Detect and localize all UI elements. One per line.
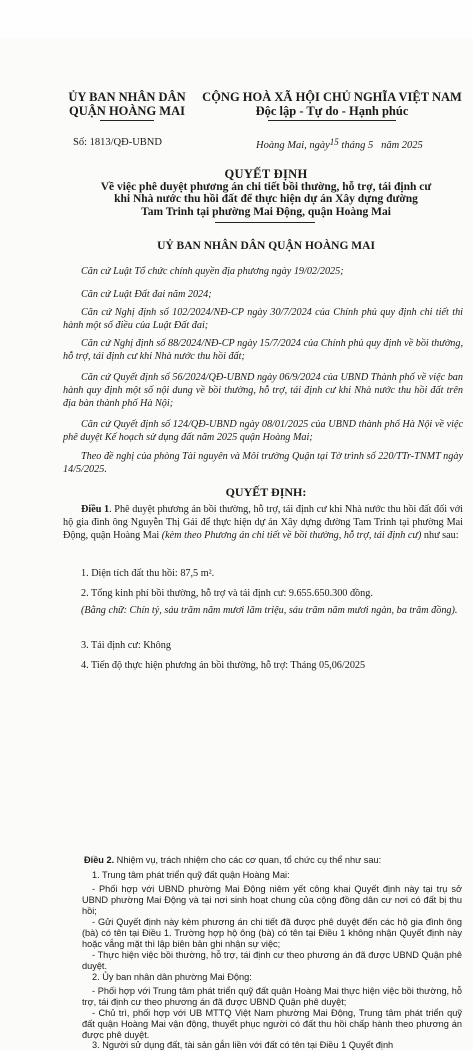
date-day: 15 xyxy=(329,137,339,147)
article-1-item-3: 3. Tái định cư: Không xyxy=(81,640,171,651)
title-main: QUYẾT ĐỊNH xyxy=(224,167,308,181)
motto-underline xyxy=(268,120,396,121)
article-2-p6: - Phối hợp với Trung tâm phát triển quỹ đất quận Hoàng Mai thực hiện việc bồi thường, hỗ trợ, tái định cư theo phương án đã được UBND Quận phê duyệt; xyxy=(82,986,462,1007)
date-prefix: Hoàng Mai, ngày xyxy=(256,140,330,151)
article-2-text: Nhiệm vụ, trách nhiệm cho các cơ quan, tổ chức cụ thể như sau: xyxy=(114,855,382,865)
article-2-p5: 2. Ủy ban nhân dân phường Mai Động: xyxy=(92,972,252,982)
document-header xyxy=(0,90,473,130)
article-1-item-4: 4. Tiến độ thực hiện phương án bồi thường, hỗ trợ: Tháng 05,06/2025 xyxy=(81,660,366,671)
authority-underline xyxy=(100,120,154,121)
decide-heading: QUYẾT ĐỊNH: xyxy=(225,485,307,499)
article-1-label: Điều 1 xyxy=(81,504,110,515)
article-1-italic: (kèm theo Phương án chi tiết về bồi thường, hỗ trợ, tái định cư) xyxy=(161,529,422,541)
article-1-tail: như sau: xyxy=(421,529,459,541)
basis-6: Căn cứ Quyết định số 124/QĐ-UBND ngày 08/01/2025 của UBND thành phố Hà Nội về việc phê duyệt Kế hoạch sử dụng đất năm 2025 quận Hoàng Mai; xyxy=(63,419,463,443)
document-number: Số: 1813/QĐ-UBND xyxy=(73,137,162,148)
top-bar xyxy=(0,0,473,38)
title-line3: Tam Trinh tại phường Mai Động, quận Hoàng Mai xyxy=(141,205,391,218)
date-month: 5 xyxy=(367,140,374,151)
article-1-text: . Phê duyệt phương án bồi thường, hỗ trợ, tái định cư khi Nhà nước thu hồi đất đối với hộ gia đình ông Nguyễn Thị Gái để thực hiện dự án Xây dựng đường Tam Trinh tại phường Mai Động, quận Hoàng Mai xyxy=(63,504,463,541)
motto-line2: Độc lập - Tự do - Hạnh phúc xyxy=(255,104,409,118)
basis-2: Căn cứ Luật Đất đai năm 2024; xyxy=(81,289,212,300)
document-title xyxy=(60,168,472,218)
date-month-prefix: tháng xyxy=(341,140,366,151)
article-2-p4: - Thực hiện việc bồi thường, hỗ trợ, tái định cư theo phương án đã được UBND Quận phê duyệt. xyxy=(82,950,462,971)
title-underline xyxy=(215,222,315,223)
issuing-authority xyxy=(62,90,192,118)
article-2-p7: - Chủ trì, phối hợp với UB MTTQ Việt Nam phường Mai Động, Trung tâm phát triển quỹ đất quận Hoàng Mai vận động, thuyết phục người có đất thu hồi chấp hành theo phương án được phê duyệt. xyxy=(82,1008,462,1040)
article-2-p8: 3. Người sử dụng đất, tài sản gắn liền với đất có tên tại Điều 1 Quyết định xyxy=(92,1040,394,1050)
document-date xyxy=(256,137,423,151)
article-1 xyxy=(63,504,463,542)
authority-line1: ỦY BAN NHÂN DÂN xyxy=(68,90,186,104)
article-2-p3: - Gửi Quyết định này kèm phương án chi tiết đã được phê duyệt đến các hộ gia đình ông (bà) có tên tại Điều 1. Trường hợp hộ ông (bà) có tên tại Điều 1 không nhận Quyết định này hoặc vắng mặt thì lập biên bản ghi nhận sự việc; xyxy=(82,917,462,949)
article-2 xyxy=(84,855,464,866)
basis-7: Theo đề nghị của phòng Tài nguyên và Môi trường Quận tại Tờ trình số 220/TTr-TNMT ngày 14/5/2025. xyxy=(63,451,463,475)
article-1-item-2-words: (Bằng chữ: Chín tỷ, sáu trăm năm mươi lăm triệu, sáu trăm năm mươi ngàn, ba trăm đồng). xyxy=(81,605,458,616)
basis-3: Căn cứ Nghị định số 102/2024/NĐ-CP ngày 30/7/2024 của Chính phủ quy định chi tiết thi hành một số điều của Luật Đất đai; xyxy=(63,307,463,331)
title-line1: Về việc phê duyệt phương án chi tiết bồi thường, hỗ trợ, tái định cư xyxy=(100,180,432,193)
date-year: năm 2025 xyxy=(381,140,423,151)
title-line2: khi Nhà nước thu hồi đất để thực hiện dự án Xây dựng đường xyxy=(114,193,418,205)
motto-line1: CỘNG HOÀ XÃ HỘI CHỦ NGHĨA VIỆT NAM xyxy=(202,90,462,104)
authority-heading: UỶ BAN NHÂN DÂN QUẬN HOÀNG MAI xyxy=(157,240,375,252)
article-2-p2: - Phối hợp với UBND phường Mai Động niêm yết công khai Quyết định này tại trụ sở UBND phường Mai Động và tại nơi sinh hoạt chung của cộng đồng dân cư nơi có đất bị thu hồi; xyxy=(82,884,462,916)
article-1-item-2: 2. Tổng kinh phí bồi thường, hỗ trợ và tái định cư: 9.655.650.300 đồng. xyxy=(81,588,373,599)
basis-4: Căn cứ Nghị định số 88/2024/NĐ-CP ngày 15/7/2024 của Chính phủ quy định về bồi thường, hỗ trợ, tái định cư khi Nhà nước thu hồi đất; xyxy=(63,338,463,362)
article-1-item-1: 1. Diện tích đất thu hồi: 87,5 m². xyxy=(81,568,215,579)
national-motto xyxy=(196,90,468,118)
basis-5: Căn cứ Quyết định số 56/2024/QĐ-UBND ngày 06/9/2024 của UBND Thành phố về việc ban hành quy định một số nội dung về bồi thường, hỗ trợ, tái định cư khi Nhà nước thu hồi đất trên địa bàn thành phố Hà Nội; xyxy=(63,372,463,409)
article-2-p1: 1. Trung tâm phát triển quỹ đất quận Hoàng Mai: xyxy=(92,870,290,880)
basis-1: Căn cứ Luật Tổ chức chính quyền địa phương ngày 19/02/2025; xyxy=(81,266,344,277)
article-2-label: Điều 2. xyxy=(84,855,115,865)
authority-line2: QUẬN HOÀNG MAI xyxy=(69,104,185,118)
